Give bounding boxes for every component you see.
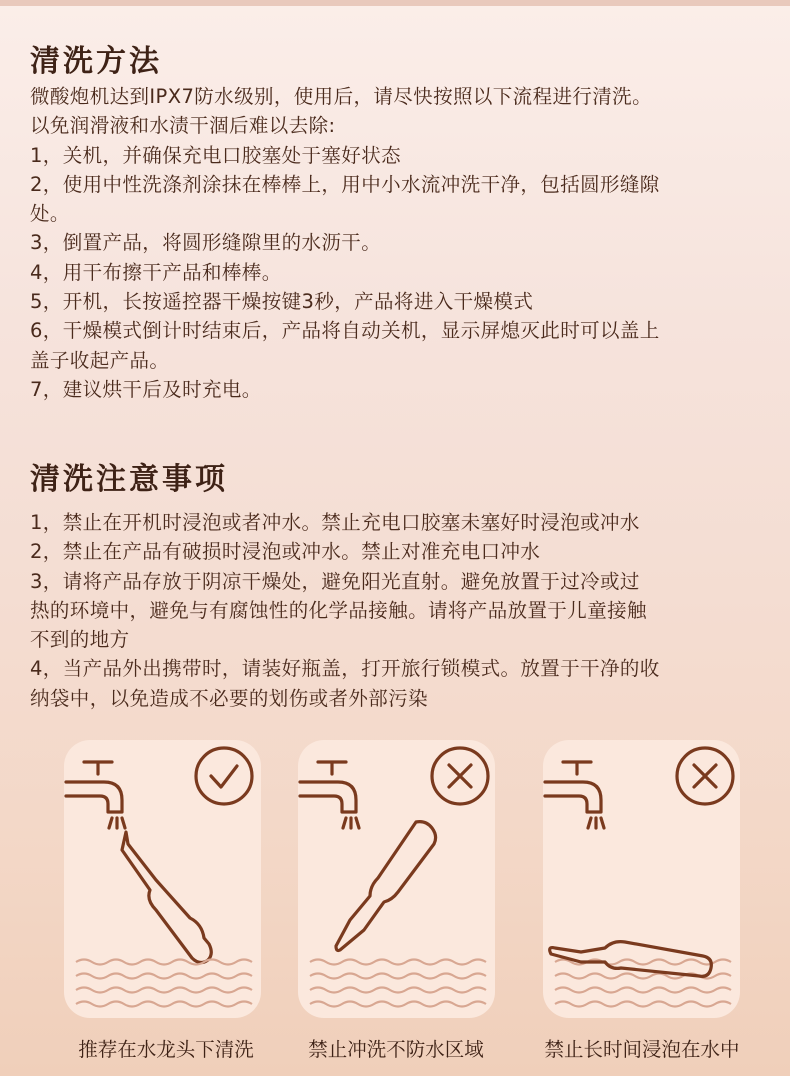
text-line: 5，开机，长按遥控器干燥按键3秒，产品将进入干燥模式 <box>30 290 534 314</box>
text-line: 不到的地方 <box>30 628 130 652</box>
illustration-no-long-soak <box>543 740 740 1018</box>
water-waves-icon <box>76 960 252 1007</box>
illustration-card-faucet-rinse <box>64 740 261 1018</box>
bottle-icon <box>336 822 436 951</box>
faucet-icon <box>300 762 356 812</box>
cleaning-notes-text <box>30 508 770 713</box>
text-line: 纳袋中，以免造成不必要的划伤或者外部污染 <box>30 686 429 710</box>
check-icon <box>196 748 252 804</box>
text-line: 盖子收起产品。 <box>30 348 170 372</box>
section-title-cleaning-method: 清洗方法 <box>30 44 162 79</box>
text-line: 3，请将产品存放于阴凉干燥处，避免阳光直射。避免放置于过冷或过 <box>30 569 640 593</box>
text-line: 以免润滑液和水渍干涸后难以去除: <box>30 114 336 138</box>
text-line: 1，关机，并确保充电口胶塞处于塞好状态 <box>30 143 402 167</box>
text-line: 1，禁止在开机时浸泡或者冲水。禁止充电口胶塞未塞好时浸泡或冲水 <box>30 511 640 534</box>
water-waves-icon <box>555 960 731 1007</box>
illustration-card-no-long-soak <box>543 740 740 1018</box>
cross-icon <box>677 748 733 804</box>
text-line: 微酸炮机达到IPX7防水级别，使用后，请尽快按照以下流程进行清洗。 <box>30 85 652 108</box>
text-line: 7，建议烘干后及时充电。 <box>30 377 262 401</box>
text-line: 2，禁止在产品有破损时浸泡或冲水。禁止对准充电口冲水 <box>30 540 541 564</box>
text-line: 6，干燥模式倒计时结束后，产品将自动关机，显示屏熄灭此时可以盖上 <box>30 319 660 343</box>
caption-faucet-rinse: 推荐在水龙头下清洗 <box>78 1038 254 1061</box>
text-line: 4，用干布擦干产品和棒棒。 <box>30 260 282 284</box>
text-line: 处。 <box>30 202 70 226</box>
illustration-faucet-rinse <box>64 740 261 1018</box>
water-stream-icon <box>588 818 604 828</box>
bottle-icon <box>122 832 211 963</box>
text-line: 2，使用中性洗涤剂涂抹在棒棒上，用中小水流冲洗干净，包括圆形缝隙 <box>30 172 660 196</box>
cross-icon <box>432 748 488 804</box>
water-stream-icon <box>343 818 359 828</box>
text-line: 热的环境中，避免与有腐蚀性的化学品接触。请将产品放置于儿童接触 <box>30 598 647 622</box>
faucet-icon <box>545 762 601 812</box>
water-waves-icon <box>310 960 486 1007</box>
faucet-icon <box>66 762 122 812</box>
section-title-cleaning-notes: 清洗注意事项 <box>30 462 228 497</box>
caption-no-rinse-non-waterproof: 禁止冲洗不防水区域 <box>308 1038 484 1061</box>
illustration-card-no-rinse-non-waterproof <box>298 740 495 1018</box>
text-line: 4，当产品外出携带时，请装好瓶盖，打开旅行锁模式。放置于干净的收 <box>30 657 660 681</box>
caption-no-long-soak: 禁止长时间浸泡在水中 <box>544 1038 740 1061</box>
cleaning-method-text <box>30 82 770 404</box>
text-line: 3，倒置产品，将圆形缝隙里的水沥干。 <box>30 231 382 255</box>
illustration-no-rinse-non-waterproof <box>298 740 495 1018</box>
top-divider <box>0 0 790 6</box>
water-stream-icon <box>109 818 125 828</box>
